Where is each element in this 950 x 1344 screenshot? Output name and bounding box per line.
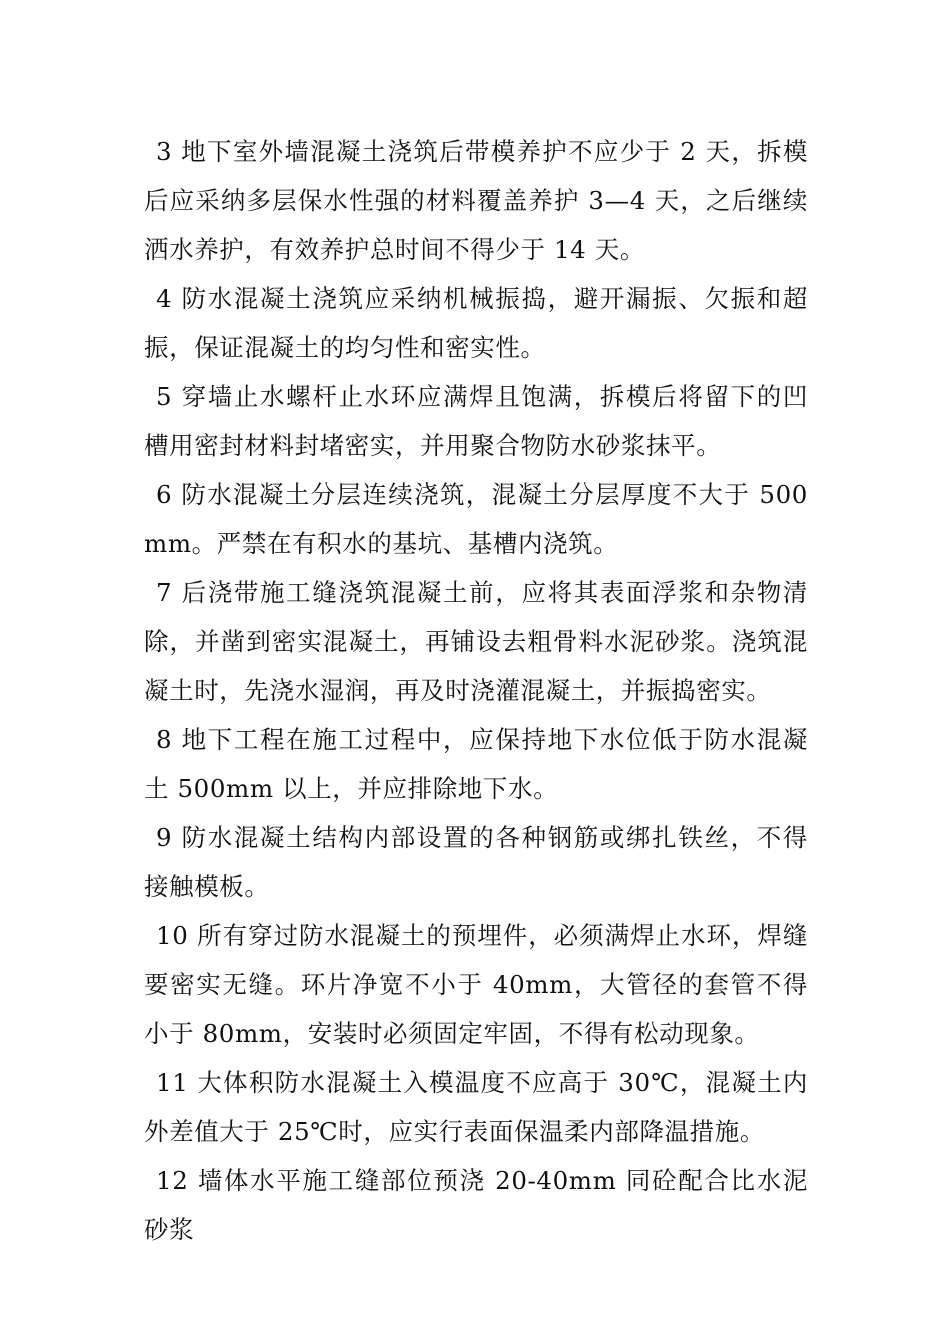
paragraph-item-8: 8 地下工程在施工过程中，应保持地下水位低于防水混凝土 500mm 以上，并应排除地下水。 bbox=[144, 725, 808, 803]
document-body bbox=[144, 127, 808, 1254]
paragraph-item-7: 7 后浇带施工缝浇筑混凝土前，应将其表面浮浆和杂物清除，并凿到密实混凝土，再铺设去粗骨料水泥砂浆。浇筑混凝土时，先浇水湿润，再及时浇灌混凝土，并振捣密实。 bbox=[144, 578, 808, 705]
paragraph-item-6: 6 防水混凝土分层连续浇筑，混凝土分层厚度不大于 500mm。严禁在有积水的基坑、基槽内浇筑。 bbox=[144, 480, 808, 558]
paragraph-item-11: 11 大体积防水混凝土入模温度不应高于 30℃，混凝土内外差值大于 25℃时，应实行表面保温柔内部降温措施。 bbox=[144, 1068, 808, 1146]
paragraph-item-12: 12 墙体水平施工缝部位预浇 20-40mm 同砼配合比水泥砂浆 bbox=[144, 1166, 808, 1244]
paragraph-item-5: 5 穿墙止水螺杆止水环应满焊且饱满，拆模后将留下的凹槽用密封材料封堵密实，并用聚合物防水砂浆抹平。 bbox=[144, 382, 808, 460]
paragraph-item-4: 4 防水混凝土浇筑应采纳机械振捣，避开漏振、欠振和超振，保证混凝土的均匀性和密实性。 bbox=[144, 284, 808, 362]
paragraph-item-3: 3 地下室外墙混凝土浇筑后带模养护不应少于 2 天，拆模后应采纳多层保水性强的材料覆盖养护 3—4 天，之后继续洒水养护，有效养护总时间不得少于 14 天。 bbox=[144, 137, 808, 264]
paragraph-item-9: 9 防水混凝土结构内部设置的各种钢筋或绑扎铁丝，不得接触模板。 bbox=[144, 823, 808, 901]
paragraph-item-10: 10 所有穿过防水混凝土的预埋件，必须满焊止水环，焊缝要密实无缝。环片净宽不小于 40mm，大管径的套管不得小于 80mm，安装时必须固定牢固，不得有松动现象。 bbox=[144, 921, 808, 1048]
